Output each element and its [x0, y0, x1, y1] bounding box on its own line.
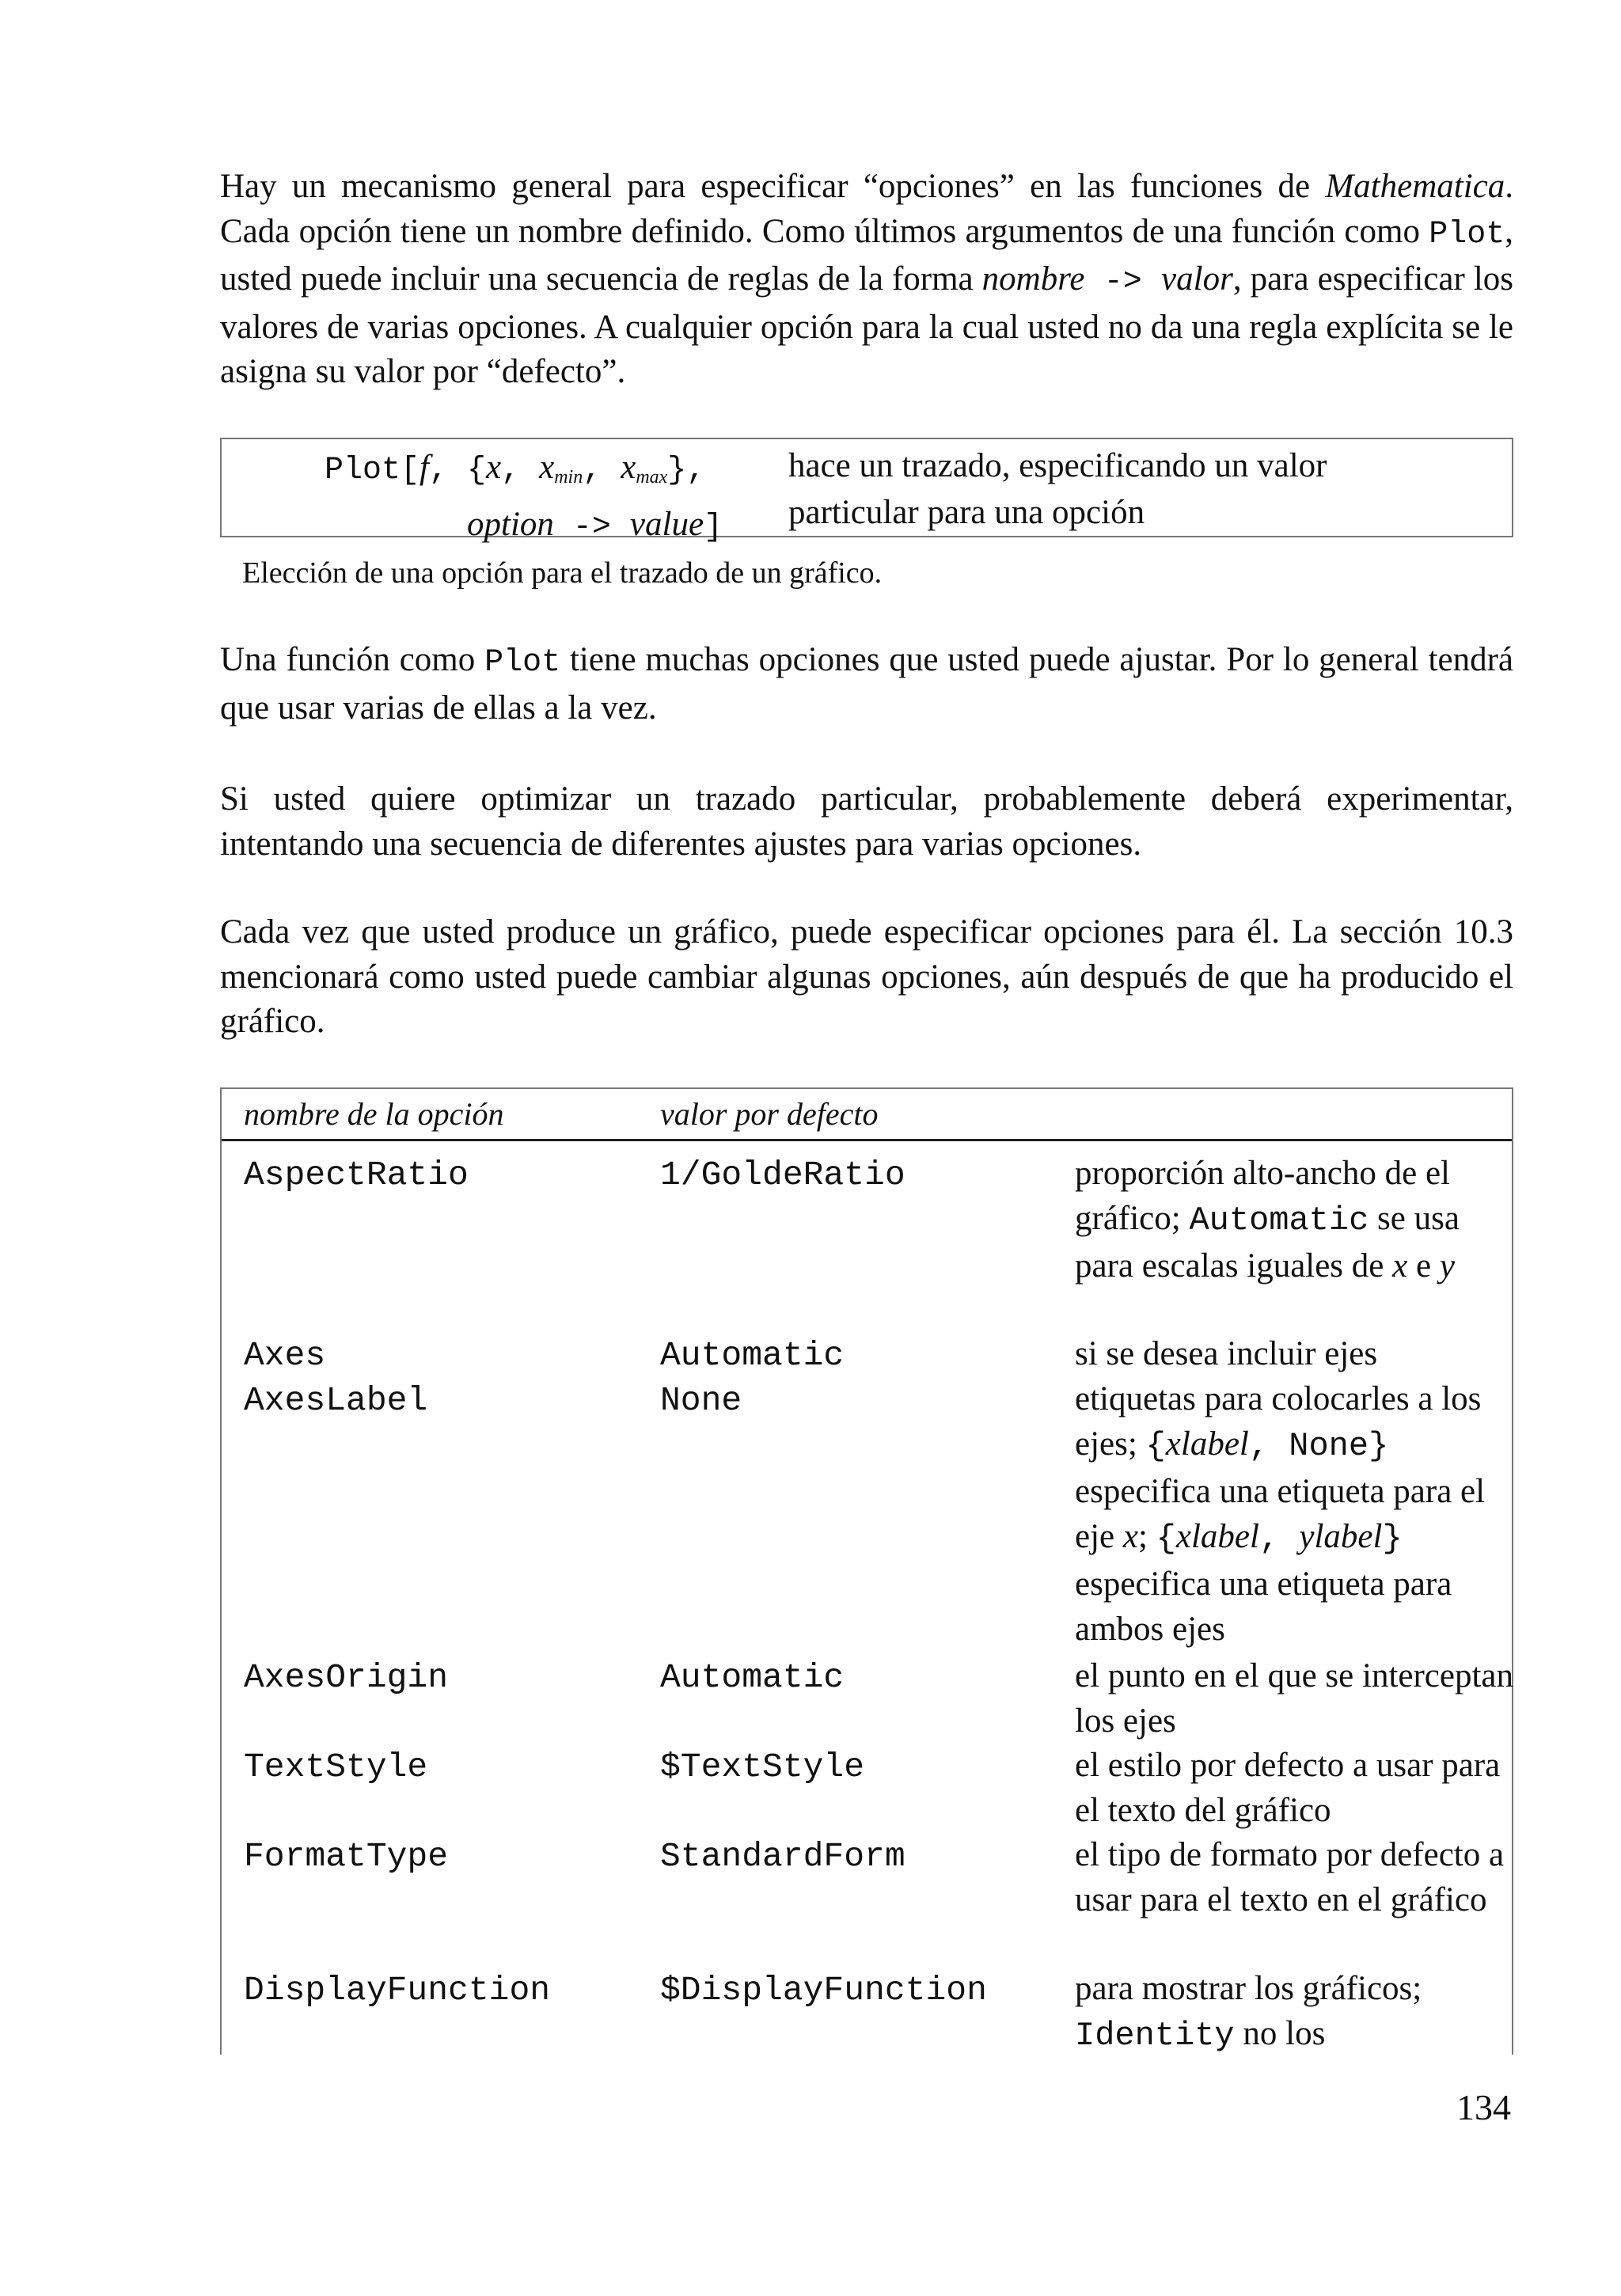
- plot-description: [788, 442, 1327, 536]
- paragraph-2: [220, 638, 1513, 731]
- option-name: TextStyle: [244, 1748, 428, 1786]
- desc-text: para mostrar los gráficos;: [1075, 1970, 1422, 2007]
- desc-text: se usa para escalas iguales de: [1075, 1200, 1460, 1285]
- option-description: el estilo por defecto a usar para el texto del gráfico: [1075, 1747, 1501, 1829]
- intro-text-2: . Cada opción tiene un nombre definido. Como últimos argumentos de una función como: [220, 168, 1513, 250]
- value-var: value: [629, 506, 704, 543]
- sep-1: ,: [501, 453, 540, 488]
- option-name: AxesOrigin: [244, 1658, 449, 1697]
- para2-text-2: tiene muchas opciones que usted puede ajustar. Por lo general tendrá que usar varias de ellas a la vez.: [220, 641, 1513, 727]
- option-default: 1/GoldeRatio: [660, 1156, 905, 1194]
- valor-italic: valor: [1161, 260, 1233, 298]
- option-default: Automatic: [660, 1336, 845, 1375]
- option-description: [1075, 1151, 1515, 1288]
- option-description: [1075, 1966, 1515, 2059]
- option-name: FormatType: [244, 1837, 449, 1876]
- desc-code: ,: [1258, 1520, 1300, 1558]
- desc-italic: x: [1122, 1518, 1138, 1555]
- table-header: [222, 1089, 1512, 1141]
- header-option-name: nombre de la opción: [244, 1096, 504, 1132]
- plot-code: Plot: [1429, 216, 1505, 252]
- paragraph-3: Si usted quiere optimizar un trazado particular, probablemente deberá experimentar, intentando una secuencia de diferentes ajustes para varias opciones.: [220, 780, 1513, 863]
- xmax-var: x: [621, 449, 636, 486]
- option-arrow: ->: [553, 510, 630, 545]
- bracket-close: ]: [704, 510, 723, 545]
- min-sub: min: [554, 467, 583, 488]
- option-name: AspectRatio: [244, 1156, 469, 1194]
- intro-text-4: , para especificar los valores de varias opciones. A cualquier opción para la cual usted no da una regla explícita se le asigna su valor por “defecto”.: [220, 260, 1514, 390]
- desc-text: especifica una etiqueta para el eje: [1075, 1473, 1486, 1555]
- desc-text: no los: [1234, 2015, 1326, 2052]
- max-sub: max: [636, 467, 668, 488]
- desc-italic: y: [1439, 1247, 1455, 1285]
- desc-code: {: [1156, 1520, 1176, 1558]
- x-var: x: [486, 449, 502, 486]
- desc-text: proporción alto-ancho de el gráfico;: [1075, 1155, 1451, 1237]
- mathematica-italic: Mathematica: [1325, 168, 1505, 205]
- desc-italic: x: [1392, 1247, 1408, 1285]
- option-name: AxesLabel: [244, 1381, 428, 1420]
- desc-italic: ylabel: [1299, 1518, 1383, 1555]
- sep-2: ,: [583, 453, 621, 488]
- brace-open: , {: [428, 453, 486, 488]
- f-var: f: [419, 449, 429, 486]
- option-name: Axes: [244, 1336, 326, 1375]
- option-description: el tipo de formato por defecto a usar para el texto en el gráfico: [1075, 1836, 1505, 1918]
- intro-paragraph: [220, 165, 1513, 395]
- paragraph-4: Cada vez que usted produce un gráfico, puede especificar opciones para él. La sección 10.3 mencionará como usted puede cambiar algunas opciones, aún después de que ha producido el gráfico.: [220, 913, 1513, 1040]
- page-number: 134: [1456, 2087, 1511, 2127]
- option-default: StandardForm: [660, 1837, 905, 1876]
- option-default: $TextStyle: [660, 1748, 865, 1786]
- definition-caption: Elección de una opción para el trazado de un gráfico.: [242, 556, 883, 590]
- intro-text-1: Hay un mecanismo general para especificar “opciones” en las funciones de: [220, 168, 1311, 205]
- desc-code: Identity: [1075, 2017, 1235, 2055]
- option-default: None: [660, 1381, 742, 1420]
- option-var: option: [467, 506, 554, 543]
- desc-text: etiquetas para colocarles a los ejes;: [1075, 1380, 1482, 1463]
- option-name: DisplayFunction: [244, 1971, 551, 2009]
- nombre-italic: nombre: [981, 260, 1085, 298]
- plot-open: Plot[: [325, 453, 420, 488]
- option-description: [1075, 1376, 1515, 1652]
- desc-italic: xlabel: [1175, 1518, 1259, 1555]
- option-description: el punto en el que se interceptan los ejes: [1075, 1657, 1514, 1740]
- intro-text-3: , usted puede incluir una secuencia de reglas de la forma: [220, 212, 1513, 298]
- plot-definition-box: [220, 438, 1513, 545]
- desc-text: especifica una etiqueta para ambos ejes: [1075, 1565, 1452, 1648]
- para2-text-1: Una función como: [220, 641, 485, 678]
- desc-code: Automatic: [1189, 1201, 1369, 1239]
- plot-description-line-1: hace un trazado, especificando un valor: [788, 447, 1327, 484]
- option-default: Automatic: [660, 1658, 845, 1697]
- xmin-var: x: [539, 449, 555, 486]
- plot-code-2: Plot: [484, 645, 561, 681]
- option-default: $DisplayFunction: [660, 1971, 987, 2009]
- options-table: [220, 1087, 1513, 2055]
- desc-text: ;: [1137, 1518, 1156, 1555]
- desc-text: e: [1407, 1247, 1440, 1285]
- desc-italic: xlabel: [1165, 1425, 1249, 1463]
- rule-arrow: ->: [1084, 264, 1162, 300]
- header-default-value: valor por defecto: [660, 1096, 879, 1132]
- brace-close: },: [667, 453, 706, 488]
- option-description: si se desea incluir ejes: [1075, 1335, 1378, 1372]
- desc-code: }: [1382, 1520, 1403, 1558]
- desc-code: , None}: [1248, 1427, 1389, 1465]
- plot-description-line-2: particular para una opción: [788, 494, 1145, 531]
- desc-code: {: [1145, 1427, 1166, 1465]
